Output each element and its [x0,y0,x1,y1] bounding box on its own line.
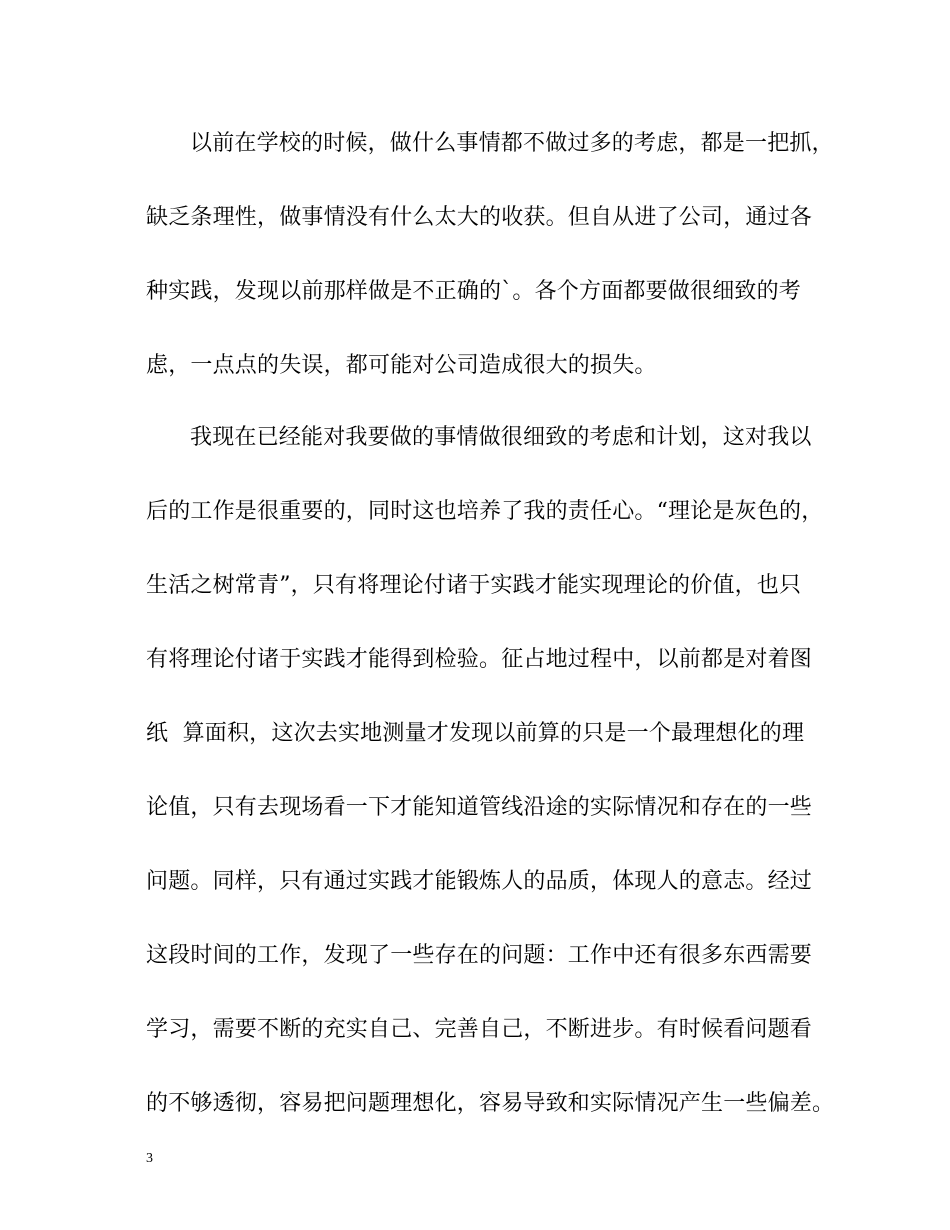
paragraph-2-line-7: 问题。同样，只有通过实践才能锻炼人的品质，体现人的意志。经过 [146,869,813,894]
paragraph-2-line-4: 有将理论付诸于实践才能得到检验。征占地过程中，以前都是对着图 [146,647,813,672]
paragraph-1-line-1: 以前在学校的时候，做什么事情都不做过多的考虑，都是一把抓， [190,131,834,156]
paragraph-2-line-9: 学习，需要不断的充实自己、完善自己，不断进步。有时候看问题看 [146,1017,813,1042]
page-number: 3 [146,1151,153,1166]
paragraph-2-line-1: 我现在已经能对我要做的事情做很细致的考虑和计划，这对我以 [190,425,812,450]
paragraph-2-line-3: 生活之树常青”，只有将理论付诸于实践才能实现理论的价值，也只 [146,573,802,598]
paragraph-2-line-10: 的不够透彻，容易把问题理想化，容易导致和实际情况产生一些偏差。 [146,1091,835,1116]
paragraph-2-line-6: 论值，只有去现场看一下才能知道管线沿途的实际情况和存在的一些 [146,795,813,820]
paragraph-2-line-2: 后的工作是很重要的，同时这也培养了我的责任心。“理论是灰色的， [146,499,824,524]
paragraph-2-line-5: 纸 算面积，这次去实地测量才发现以前算的只是一个最理想化的理 [146,721,805,746]
paragraph-1-line-2: 缺乏条理性，做事情没有什么太大的收获。但自从进了公司，通过各 [146,205,813,230]
paragraph-1-line-4: 虑，一点点的失误，都可能对公司造成很大的损失。 [146,353,657,378]
paragraph-2-line-8: 这段时间的工作，发现了一些存在的问题：工作中还有很多东西需要 [146,943,813,968]
paragraph-1-line-3: 种实践，发现以前那样做是不正确的`。各个方面都要做很细致的考 [146,279,802,304]
